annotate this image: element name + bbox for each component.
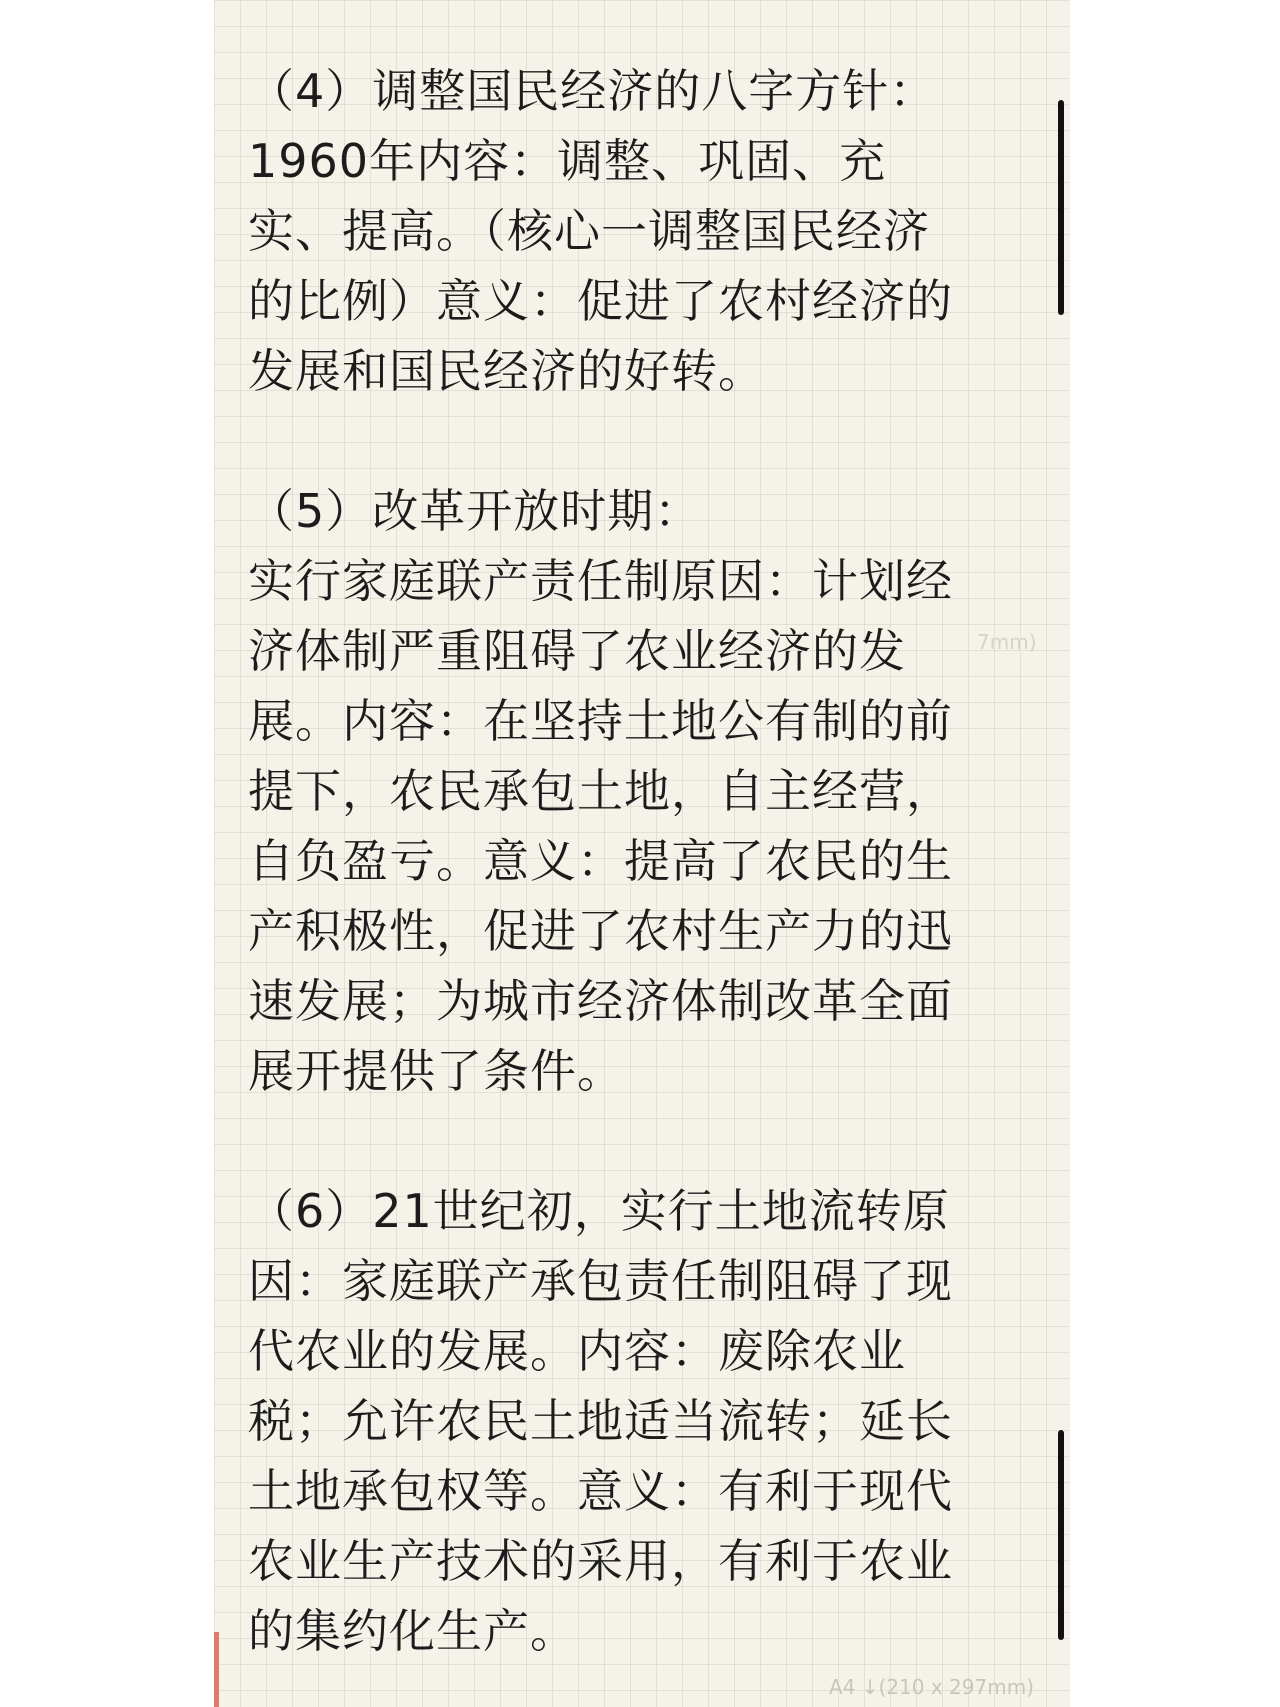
text-line: 的集约化生产。 [248,1604,577,1658]
text-line: 实行家庭联产责任制原因：计划经 [248,554,953,608]
text-line: （4）调整国民经济的八字方针： [248,64,937,118]
text-line: 1960年内容：调整、巩固、充 [248,134,887,188]
text-line: 速发展；为城市经济体制改革全面 [248,974,953,1028]
note-content [248,56,1048,1707]
text-line: 土地承包权等。意义：有利于现代 [248,1464,953,1518]
text-line: 实、提高。（核心一调整国民经济 [248,204,930,258]
page-size-label: A4 ↓(210 x 297mm) [829,1675,1034,1699]
notebook-page [214,0,1070,1707]
text-line: （5）改革开放时期： [248,484,702,538]
text-line: 自负盈亏。意义：提高了农民的生 [248,834,953,888]
scroll-handle-bottom[interactable] [1058,1430,1064,1640]
scroll-handle-top[interactable] [1058,100,1064,315]
text-line: 产积极性，促进了农村生产力的迅 [248,904,953,958]
text-line: 展开提供了条件。 [248,1044,624,1098]
text-line: 发展和国民经济的好转。 [248,344,765,398]
text-line: （6）21世纪初，实行土地流转原 [248,1184,950,1238]
text-line: 农业生产技术的采用，有利于农业 [248,1534,953,1588]
text-line: 展。内容：在坚持土地公有制的前 [248,694,953,748]
text-line: 代农业的发展。内容：废除农业 [248,1324,906,1378]
page-break-label: 7mm) [977,630,1037,654]
text-line: 税；允许农民土地适当流转；延长 [248,1394,953,1448]
page-edge-marker [214,1632,219,1707]
section-4 [248,56,1048,406]
text-line: 提下，农民承包土地，自主经营， [248,764,953,818]
text-line: 济体制严重阻碍了农业经济的发 [248,624,906,678]
text-line: 的比例）意义：促进了农村经济的 [248,274,953,328]
section-5 [248,476,1048,1106]
text-line: 因：家庭联产承包责任制阻碍了现 [248,1254,953,1308]
section-6 [248,1176,1048,1666]
